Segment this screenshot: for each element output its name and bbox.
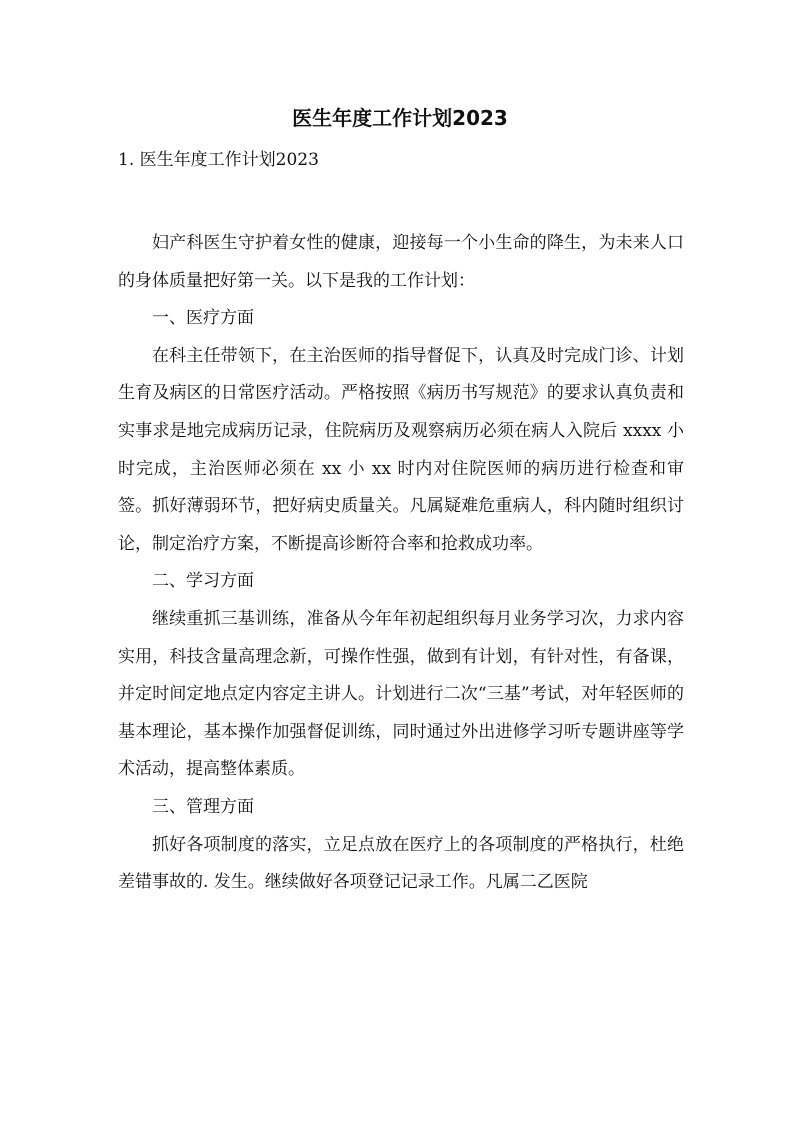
document-body — [118, 225, 684, 902]
section-heading-medical: 一、医疗方面 — [152, 308, 254, 329]
medical-paragraph: 在科主任带领下，在主治医师的指导督促下，认真及时完成门诊、计划生育及病区的日常医疗活动。严格按照《病历书写规范》的要求认真负责和实事求是地完成病历记录，住院病历及观察病历必须在病人入院后 xxxx 小时完成，主治医师必须在 xx 小 xx 时内对住院医师的病历进行检查和审签。抓好薄弱环节，把好病史质量关。凡属疑难危重病人，科内随时组织讨论，制定治疗方案，不断提高诊断符合率和抢救成功率。 — [118, 345, 684, 554]
document-title: 医生年度工作计划2023 — [292, 106, 508, 130]
section-heading-study: 二、学习方面 — [152, 571, 254, 592]
intro-paragraph: 妇产科医生守护着女性的健康，迎接每一个小生命的降生，为未来人口的身体质量把好第一关。以下是我的工作计划： — [118, 233, 684, 291]
study-paragraph: 继续重抓三基训练，准备从今年年初起组织每月业务学习次，力求内容实用，科技含量高理念新，可操作性强，做到有计划，有针对性，有备课，并定时间定地点定内容定主讲人。计划进行二次“三基”考试，对年轻医师的基本理论，基本操作加强督促训练，同时通过外出进修学习听专题讲座等学术活动，提高整体素质。 — [118, 608, 684, 780]
management-paragraph: 抓好各项制度的落实，立足点放在医疗上的各项制度的严格执行，杜绝差错事故的. 发生。继续做好各项登记记录工作。凡属二乙医院 — [118, 834, 684, 893]
section-heading-management: 三、管理方面 — [152, 796, 254, 817]
document-subtitle: 1. 医生年度工作计划2023 — [118, 150, 319, 170]
